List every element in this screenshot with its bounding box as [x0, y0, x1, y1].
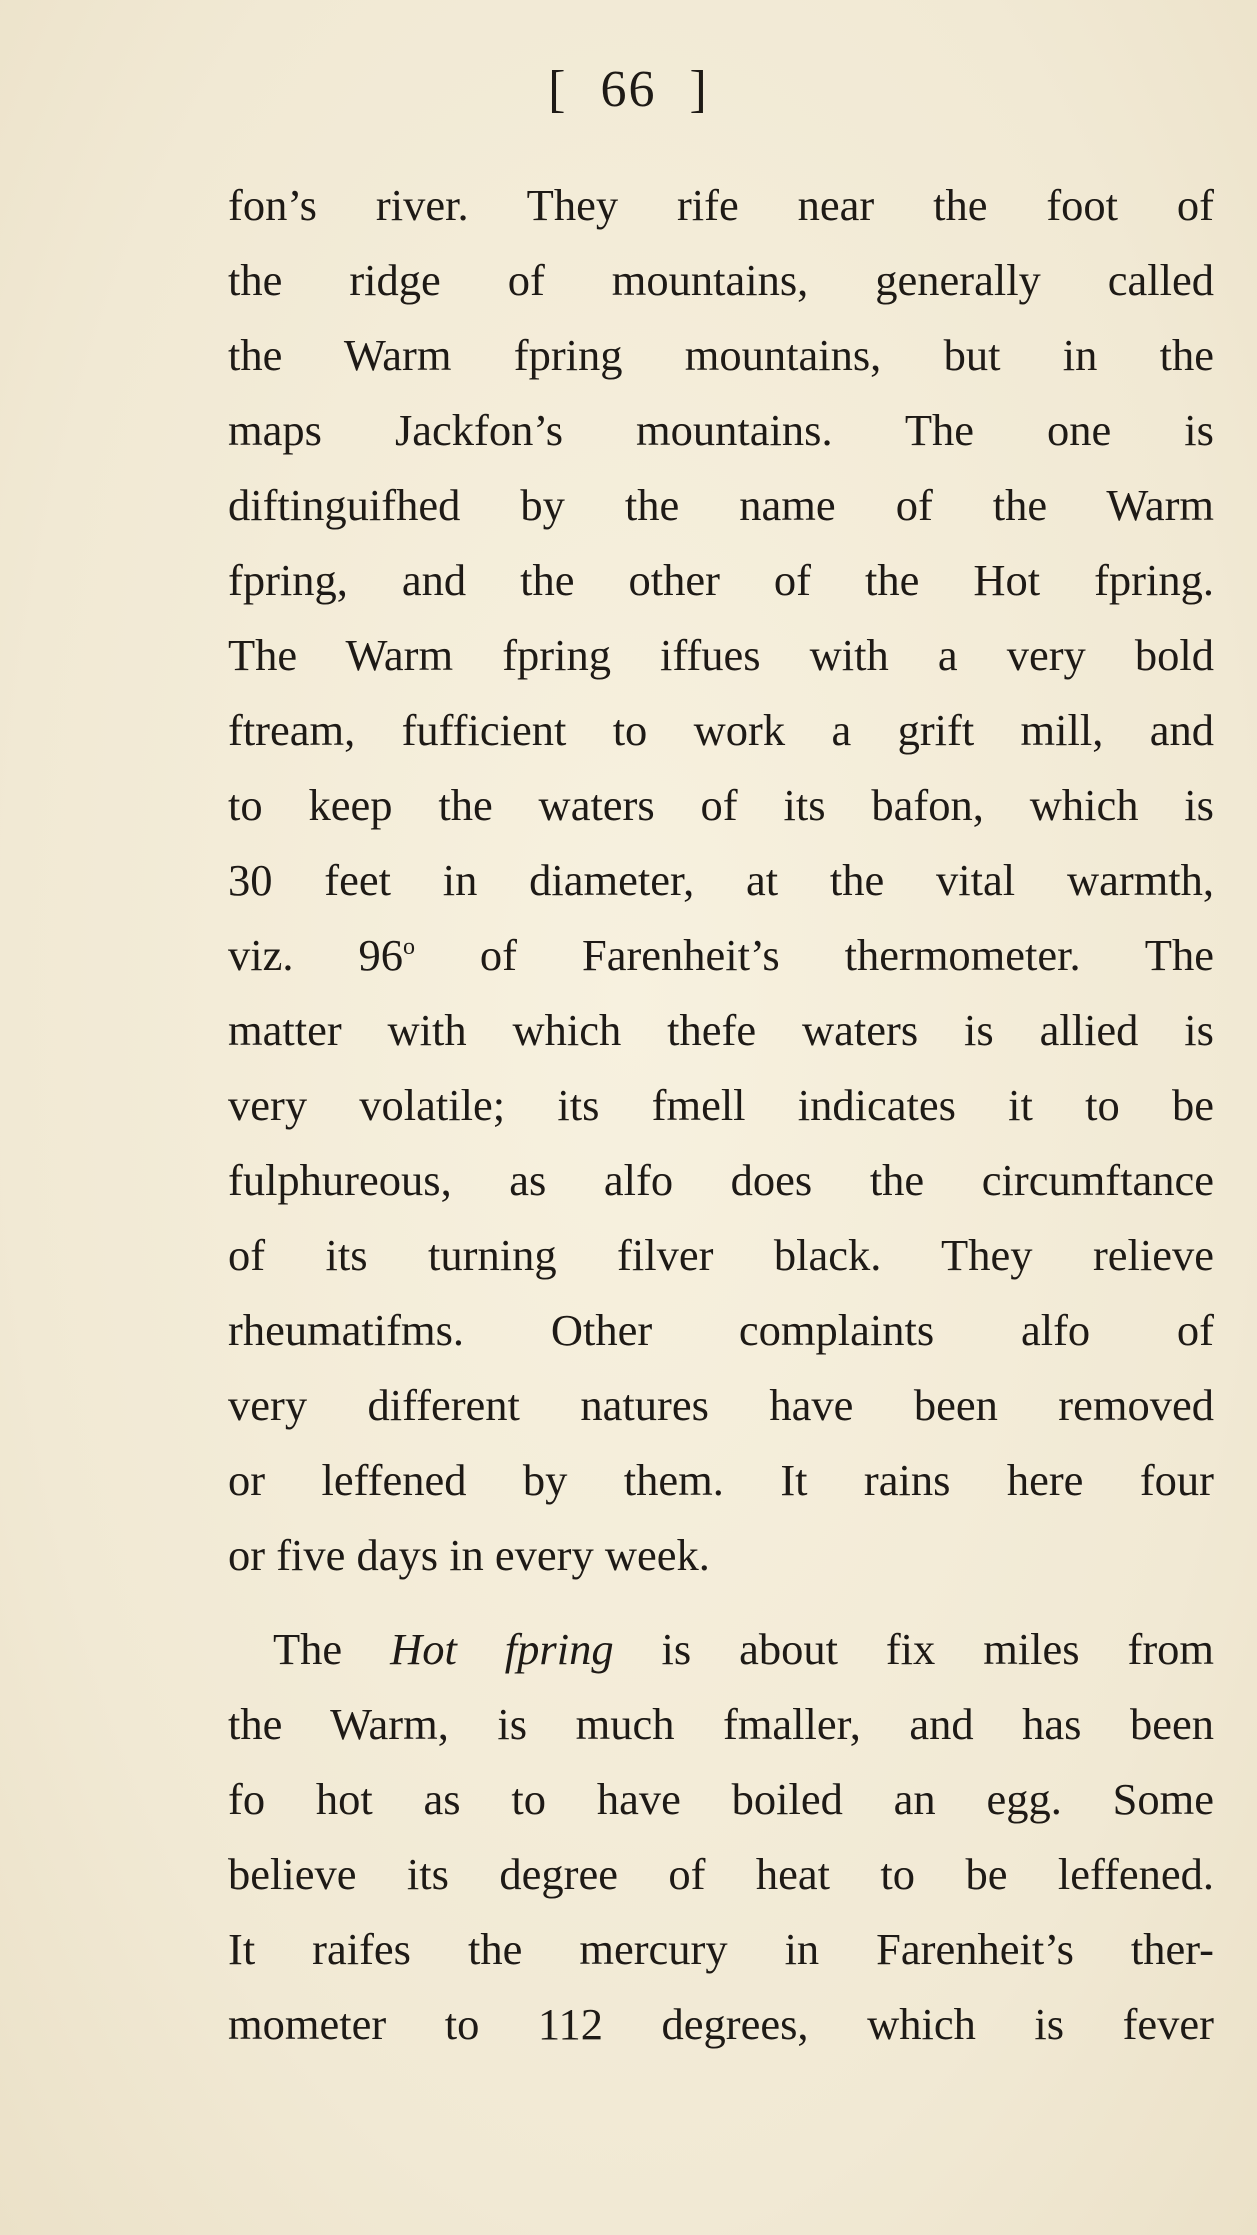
text-line: mometer to 112 degrees, which is fever: [228, 1999, 1214, 2049]
text-line: rheumatifms. Other complaints alfo of: [228, 1305, 1214, 1355]
text-line: ftream, fufficient to work a grift mill, and: [228, 705, 1214, 755]
temperature-context: of Farenheit’s thermometer. The: [479, 930, 1214, 980]
text-line: believe its degree of heat to be leffened.: [228, 1849, 1214, 1899]
text-line-first: [228, 1612, 1214, 1687]
degree-mark: o: [402, 934, 415, 960]
text-line: The Warm fpring iffues with a very bold: [228, 630, 1214, 680]
text-fragment: The: [273, 1624, 343, 1674]
text-line: very volatile; its fmell indicates it to be: [228, 1080, 1214, 1130]
text-line: fpring, and the other of the Hot fpring.: [228, 555, 1214, 605]
paragraph-2: [228, 1612, 1214, 2062]
text-line: fo hot as to have boiled an egg. Some: [228, 1774, 1214, 1824]
text-line: It raifes the mercury in Farenheit’s ther-: [228, 1924, 1214, 1974]
text-line: matter with which thefe waters is allied is: [228, 1005, 1214, 1055]
text-line: the Warm fpring mountains, but in the: [228, 330, 1214, 380]
paragraph-1: [228, 168, 1214, 1593]
text-line: very different natures have been removed: [228, 1380, 1214, 1430]
text-line: 30 feet in diameter, at the vital warmth,: [228, 855, 1214, 905]
text-line-temperature: [228, 918, 1214, 993]
text-line: to keep the waters of its bafon, which is: [228, 780, 1214, 830]
text-line: the ridge of mountains, generally called: [228, 255, 1214, 305]
temperature-value: viz. 96: [228, 930, 403, 980]
text-line: fulphureous, as alfo does the circumftance: [228, 1155, 1214, 1205]
text-line: of its turning filver black. They relieve: [228, 1230, 1214, 1280]
text-line: fon’s river. They rife near the foot of: [228, 180, 1214, 230]
text-line: diftinguifhed by the name of the Warm: [228, 480, 1214, 530]
page-number: [ 66 ]: [548, 61, 709, 118]
text-line: or five days in every week.: [228, 1530, 710, 1580]
text-line: or leffened by them. It rains here four: [228, 1455, 1214, 1505]
text-line: the Warm, is much fmaller, and has been: [228, 1699, 1214, 1749]
italic-term: Hot fpring: [390, 1624, 614, 1674]
text-fragment: is about fix miles from: [661, 1624, 1214, 1674]
text-line: maps Jackfon’s mountains. The one is: [228, 405, 1214, 455]
